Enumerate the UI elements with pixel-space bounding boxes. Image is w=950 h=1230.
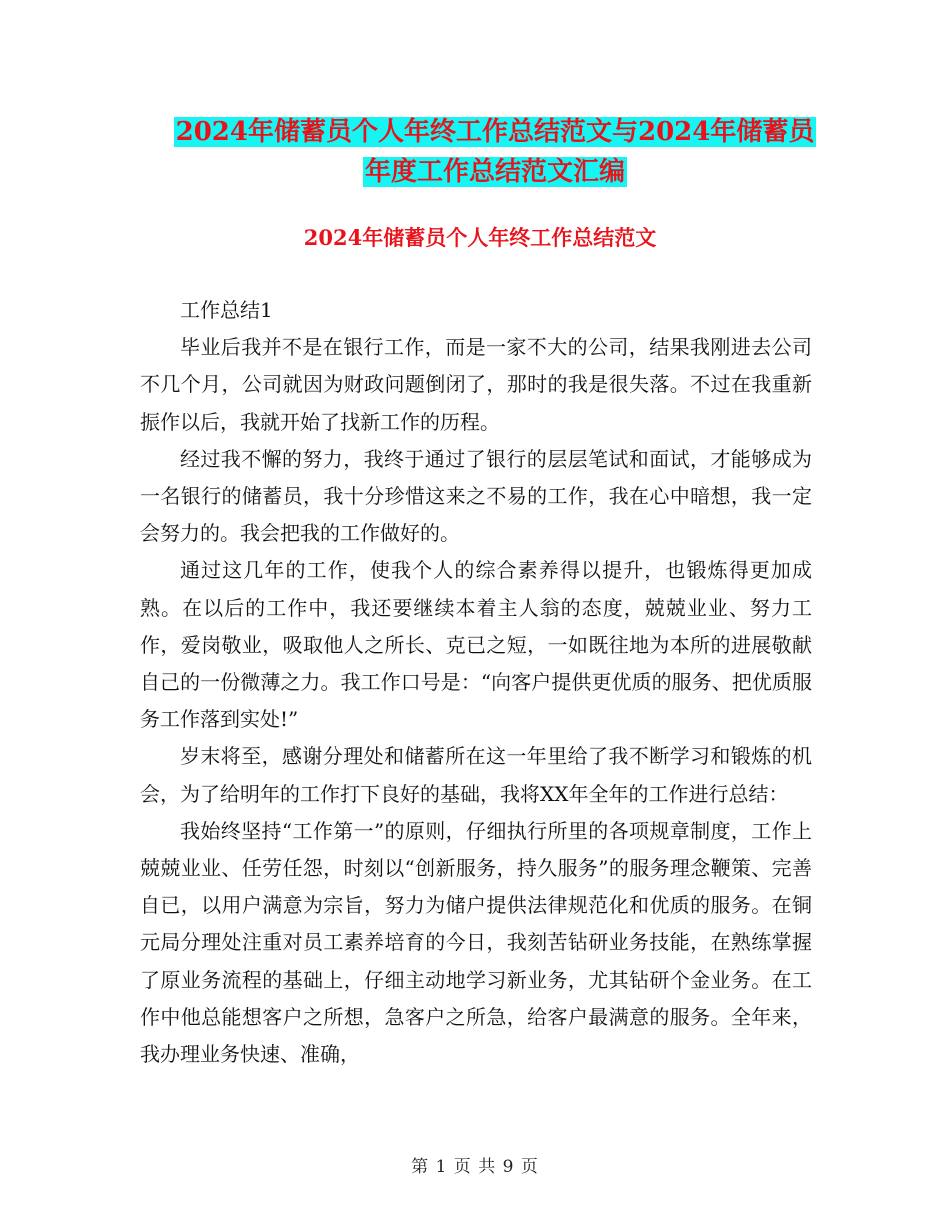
page-number-footer: 第 1 页 共 9 页	[411, 1157, 539, 1177]
paragraph: 经过我不懈的努力，我终于通过了银行的层层笔试和面试，才能够成为一名银行的储蓄员，我十分珍惜这来之不易的工作，我在心中暗想，我一定会努力的。我会把我的工作做好的。	[140, 446, 812, 546]
title-line-1: 2024年储蓄员个人年终工作总结范文与2024年储蓄员	[175, 117, 815, 147]
paragraph-heading: 工作总结1	[180, 298, 273, 322]
paragraph: 我始终坚持“工作第一”的原则，仔细执行所里的各项规章制度，工作上兢兢业业、任劳任怨，时刻以“创新服务，持久服务”的服务理念鞭策、完善自已，以用户满意为宗旨，努力为储户提供法律规范化和优质的服务。在铜元局分理处注重对员工素养培育的今日，我刻苦钻研业务技能，在熟练掌握了原业务流程的基础上，仔细主动地学习新业务，尤其钻研个金业务。在工作中他总能想客户之所想，急客户之所急，给客户最满意的服务。全年来，我办理业务快速、准确，	[140, 818, 812, 1067]
title-line-2: 年度工作总结范文汇编	[364, 157, 625, 187]
document-body	[140, 292, 812, 1073]
paragraph: 岁末将至，感谢分理处和储蓄所在这一年里给了我不断学习和锻炼的机会，为了给明年的工作打下良好的基础，我将XX年全年的工作进行总结：	[140, 744, 812, 806]
paragraph: 通过这几年的工作，使我个人的综合素养得以提升，也锻炼得更加成熟。在以后的工作中，我还要继续本着主人翁的态度，兢兢业业、努力工作，爱岗敬业，吸取他人之所长、克已之短，一如既往地为本所的进展敬献自己的一份微薄之力。我工作口号是：“向客户提供更优质的服务、把优质服务工作落到实处!”	[140, 558, 812, 732]
section-title: 2024年储蓄员个人年终工作总结范文	[303, 225, 657, 250]
document-title	[140, 112, 850, 192]
paragraph: 毕业后我并不是在银行工作，而是一家不大的公司，结果我刚进去公司不几个月，公司就因为财政问题倒闭了，那时的我是很失落。不过在我重新振作以后，我就开始了找新工作的历程。	[140, 335, 812, 434]
